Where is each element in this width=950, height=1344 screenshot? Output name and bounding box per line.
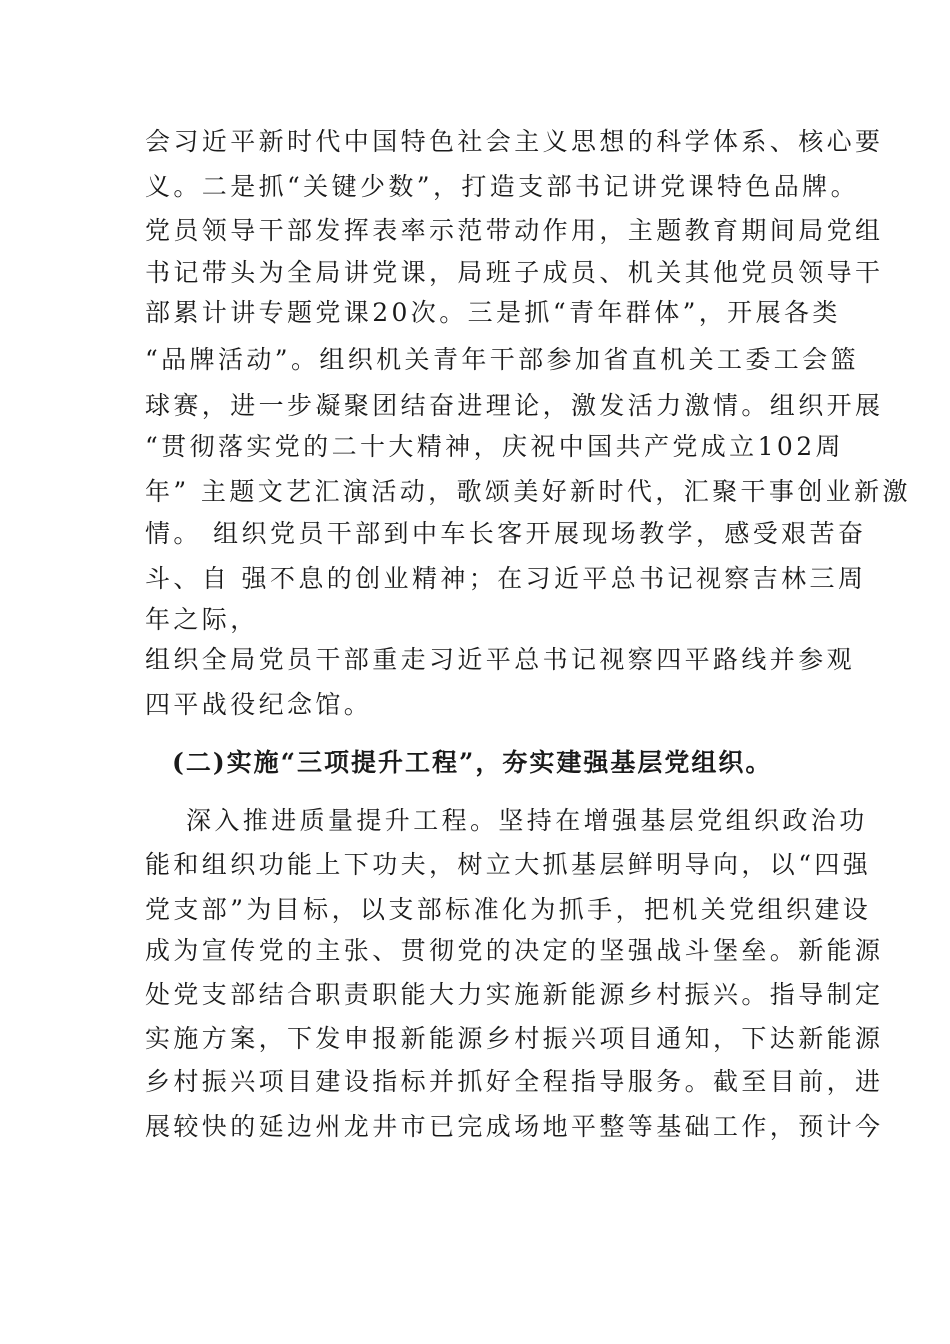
paragraph-line: 部累计讲专题党课20次。三是抓“青年群体”，开展各类 xyxy=(145,298,841,327)
paragraph-line: 会习近平新时代中国特色社会主义思想的科学体系、核心要 xyxy=(145,127,884,156)
paragraph-line: 实施方案，下发申报新能源乡村振兴项目通知，下达新能源 xyxy=(145,1024,884,1053)
paragraph-line: 年” 主题文艺汇演活动，歌颂美好新时代，汇聚干事创业新激 xyxy=(145,477,911,506)
paragraph-line: 义。二是抓“关键少数”，打造支部书记讲党课特色品牌。 xyxy=(145,172,859,201)
paragraph-first-line: 深入推进质量提升工程。坚持在增强基层党组织政治功 xyxy=(186,806,868,835)
paragraph-line: 处党支部结合职责职能大力实施新能源乡村振兴。指导制定 xyxy=(145,980,884,1009)
paragraph-line: 党支部”为目标，以支部标准化为抓手，把机关党组织建设 xyxy=(145,895,872,924)
paragraph-line: 年之际， xyxy=(145,605,259,634)
paragraph-line: “贯彻落实党的二十大精神，庆祝中国共产党成立102周 xyxy=(145,432,844,461)
paragraph-line: 能和组织功能上下功夫，树立大抓基层鲜明导向，以“四强 xyxy=(145,850,872,879)
paragraph-line: 成为宣传党的主张、贯彻党的决定的坚强战斗堡垒。新能源 xyxy=(145,936,884,965)
paragraph-line: “品牌活动”。组织机关青年干部参加省直机关工委工会篮 xyxy=(145,345,859,374)
section-heading: (二)实施“三项提升工程”，夯实建强基层党组织。 xyxy=(172,748,773,777)
paragraph-line: 组织全局党员干部重走习近平总书记视察四平路线并参观 xyxy=(145,645,856,674)
paragraph-line: 四平战役纪念馆。 xyxy=(145,690,373,719)
paragraph-line: 情。 组织党员干部到中车长客开展现场教学，感受艰苦奋 xyxy=(145,519,867,548)
paragraph-line: 书记带头为全局讲党课，局班子成员、机关其他党员领导干 xyxy=(145,258,884,287)
paragraph-line: 斗、自 强不息的创业精神；在习近平总书记视察吉林三周 xyxy=(145,564,867,593)
paragraph-line: 乡村振兴项目建设指标并抓好全程指导服务。截至目前，进 xyxy=(145,1067,884,1096)
paragraph-line: 展较快的延边州龙井市已完成场地平整等基础工作，预计今 xyxy=(145,1112,884,1141)
paragraph-line: 球赛，进一步凝聚团结奋进理论，激发活力激情。组织开展 xyxy=(145,391,884,420)
paragraph-line: 党员领导干部发挥表率示范带动作用，主题教育期间局党组 xyxy=(145,216,884,245)
